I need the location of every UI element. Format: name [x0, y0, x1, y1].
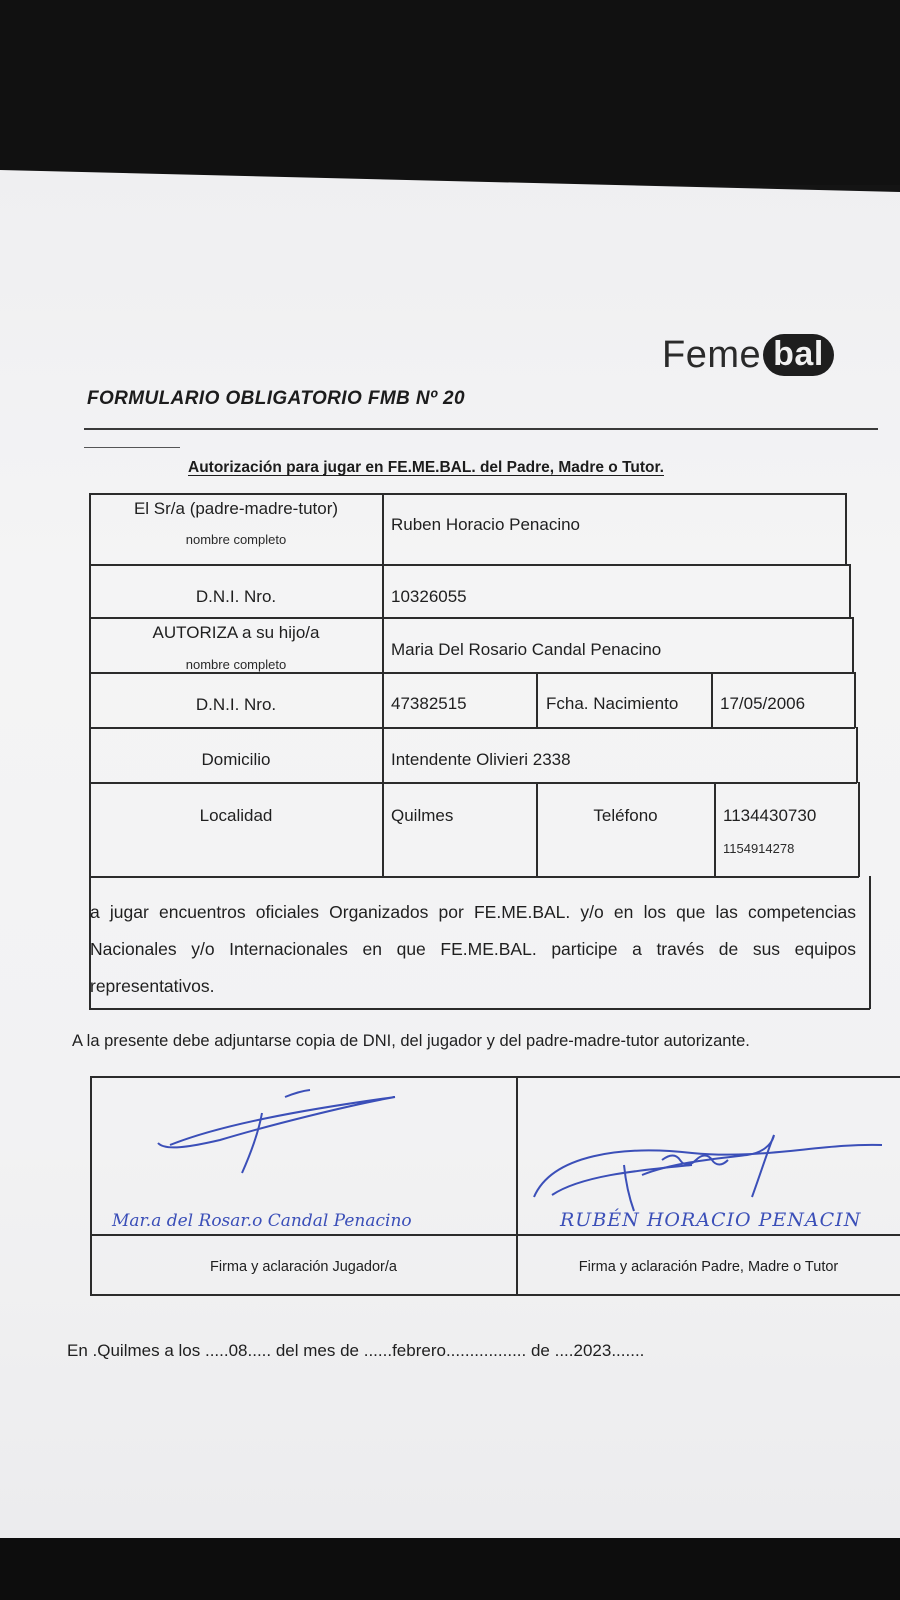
footer-text: a los ..... [159, 1341, 229, 1360]
parent-dni-label: D.N.I. Nro. [195, 587, 277, 606]
parent-label: El Sr/a (padre-madre-tutor) [133, 499, 339, 518]
table-hline [89, 1008, 870, 1010]
background-top [0, 0, 900, 185]
table-hline [89, 617, 852, 619]
sig-hline [90, 1294, 900, 1296]
footer-year: 2023 [573, 1341, 612, 1360]
footer-day: 08 [228, 1341, 248, 1360]
parent-sub-label: nombre completo [185, 532, 287, 547]
child-name-value: Maria Del Rosario Candal Penacino [391, 640, 662, 659]
table-vline [849, 564, 851, 618]
player-name-handwritten: Mar.a del Rosar.o Candal Penacino [112, 1211, 412, 1231]
logo-text-b: bal [763, 334, 834, 376]
footer-text: ..... del mes de ...... [247, 1341, 393, 1360]
phone-1-value: 1134430730 [723, 806, 817, 825]
table-vline [536, 782, 538, 877]
parent-name-value: Ruben Horacio Penacino [391, 515, 581, 534]
player-signature-label: Firma y aclaración Jugador/a [210, 1259, 397, 1275]
table-vline [852, 617, 854, 673]
table-hline [89, 782, 857, 784]
form-subtitle: Autorización para jugar en FE.ME.BAL. del Padre, Madre o Tutor. [188, 459, 664, 476]
femebal-logo [662, 330, 834, 380]
short-rule [84, 447, 180, 448]
child-dni-value: 47382515 [391, 694, 467, 713]
table-hline [89, 672, 854, 674]
table-vline [845, 493, 847, 565]
table-hline [89, 564, 849, 566]
authorization-paragraph: a jugar encuentros oficiales Organizados por FE.ME.BAL. y/o en los que las competencias Nacionales y/o Internacionales en que FE.ME.BAL. participe a través de sus equipos representativos. [90, 902, 856, 996]
child-label: AUTORIZA a su hijo/a [152, 623, 320, 642]
table-vline [536, 672, 538, 728]
player-signature [150, 1085, 410, 1180]
table-vline [856, 727, 858, 783]
logo-text-a: Feme [662, 333, 762, 376]
sig-hline [90, 1076, 900, 1078]
table-hline [89, 493, 846, 495]
table-hline [89, 727, 855, 729]
sig-hline [90, 1234, 900, 1236]
footer-text: En . [67, 1341, 98, 1360]
footer-month: febrero [392, 1341, 446, 1360]
locality-value: Quilmes [391, 806, 454, 825]
parent-name-handwritten: RUBÉN HORACIO PENACIN [560, 1209, 862, 1231]
place-date-line [67, 1341, 644, 1361]
birth-date-label: Fcha. Nacimiento [546, 694, 679, 713]
child-dni-label: D.N.I. Nro. [195, 695, 277, 714]
phone-label: Teléfono [593, 806, 658, 825]
locality-label: Localidad [199, 806, 273, 825]
table-vline [714, 782, 716, 877]
parent-dni-value: 10326055 [391, 587, 467, 606]
parent-signature-label: Firma y aclaración Padre, Madre o Tutor [578, 1259, 839, 1275]
footer-city: Quilmes [97, 1341, 160, 1360]
address-label: Domicilio [201, 750, 271, 769]
table-vline [858, 782, 860, 877]
phone-2-value: 1154914278 [723, 841, 795, 856]
footer-text: ................. de .... [445, 1341, 574, 1360]
table-vline [711, 672, 713, 728]
title-rule [84, 428, 878, 430]
attachment-note: A la presente debe adjuntarse copia de DNI, del jugador y del padre-madre-tutor autorizante. [72, 1032, 750, 1050]
birth-date-value: 17/05/2006 [720, 694, 806, 713]
footer-text: ....... [611, 1341, 645, 1360]
table-vline [382, 493, 384, 877]
table-vline [854, 672, 856, 728]
background-bottom [0, 1538, 900, 1600]
table-vline [869, 876, 871, 1009]
child-sub-label: nombre completo [185, 657, 287, 672]
address-value: Intendente Olivieri 2338 [391, 750, 571, 769]
table-hline [89, 876, 859, 878]
parent-signature [522, 1115, 900, 1215]
form-title: FORMULARIO OBLIGATORIO FMB Nº 20 [87, 388, 465, 409]
